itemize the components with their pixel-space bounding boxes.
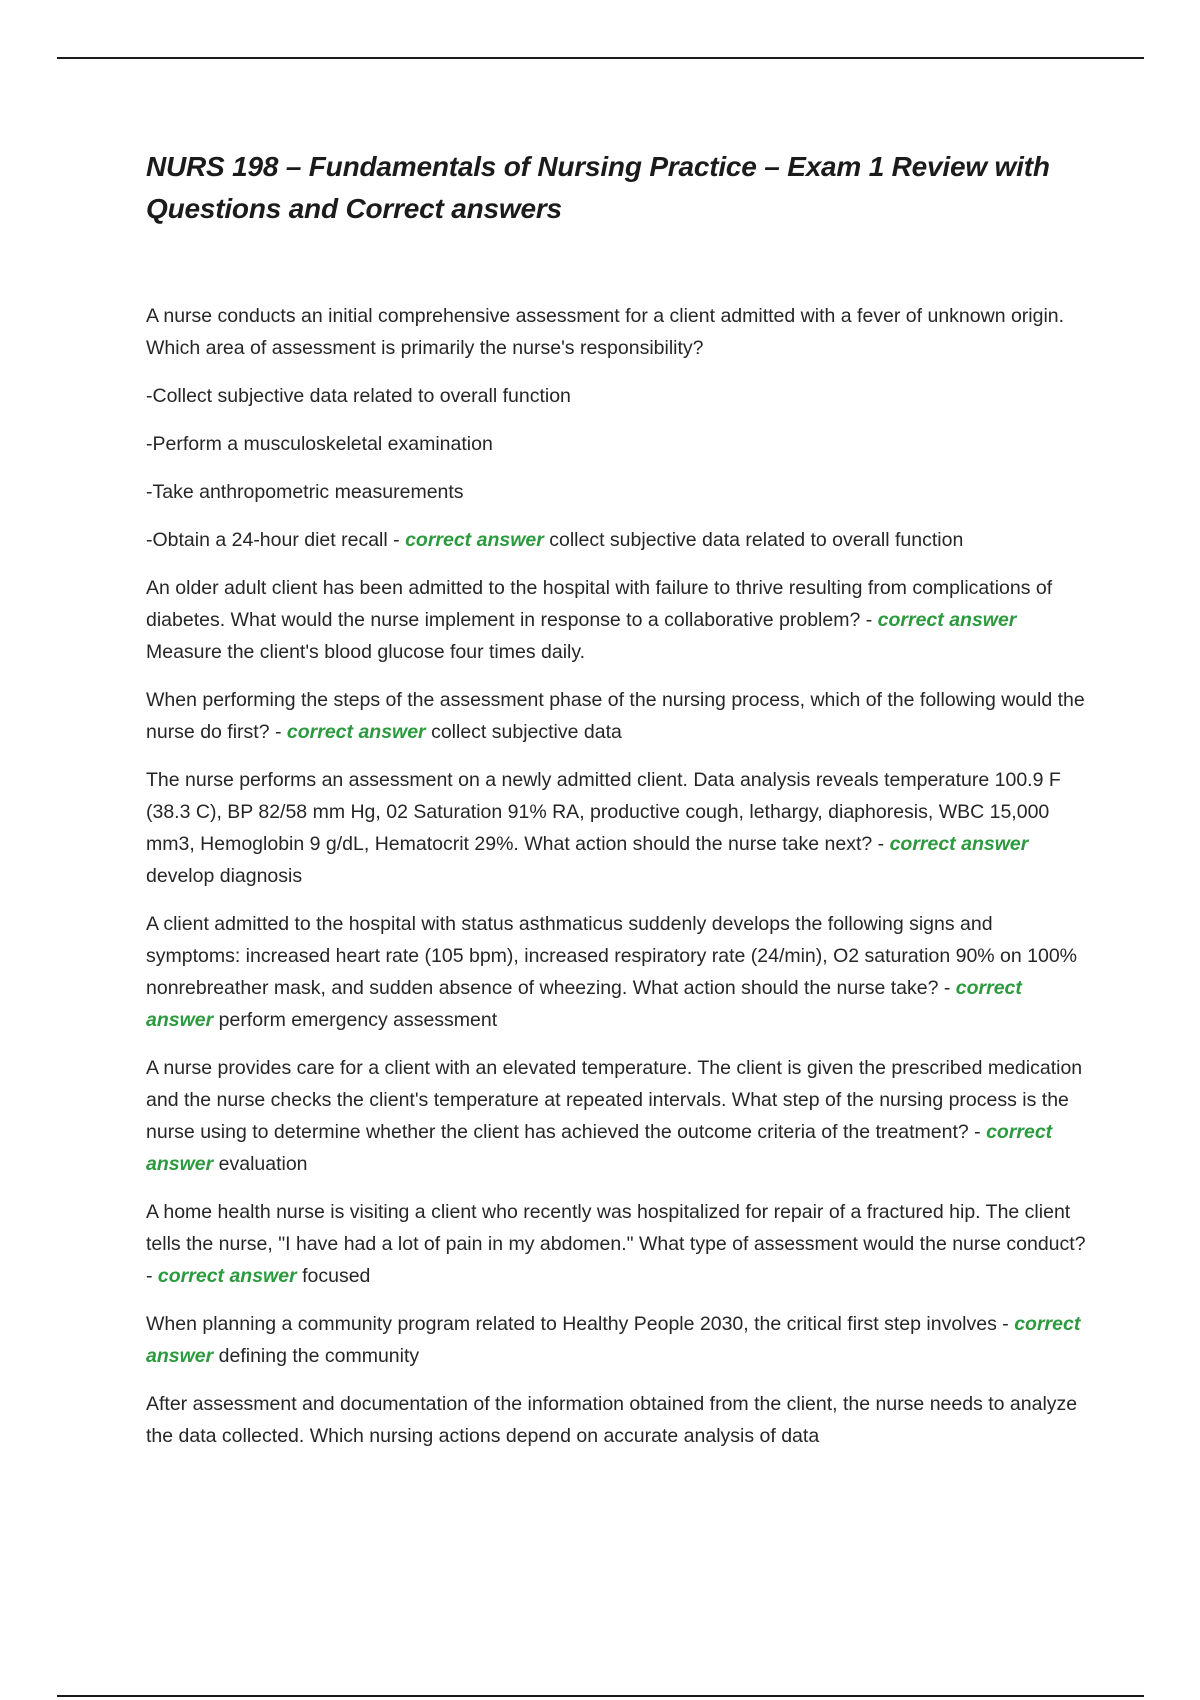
question-7-answer: focused [302,1265,371,1287]
question-1-answer: collect subjective data related to overall function [549,529,964,551]
question-1-option-4-with-answer: -Obtain a 24-hour diet recall - correct answer collect subjective data related to overall function [146,529,964,551]
question-8-answer: defining the community [218,1345,420,1367]
correct-answer-label: correct answer [877,609,1017,631]
question-8: When planning a community program related to Healthy People 2030, the critical first step involves - correct answer defining the community [146,1313,1081,1367]
correct-answer-label: correct answer [146,1313,1081,1367]
correct-answer-label: correct answer [405,529,544,551]
question-2-answer: Measure the client's blood glucose four times daily. [146,641,586,663]
correct-answer-label: correct answer [146,1121,1053,1175]
question-6-answer: evaluation [218,1153,308,1175]
question-5-answer: perform emergency assessment [218,1009,498,1031]
question-5-text: A client admitted to the hospital with status asthmaticus suddenly develops the following signs and symptoms: increased heart rate (105 bpm), increased respiratory rate (24/min), O2 saturation 90% on 100% nonrebreather mask, and sudden absence of wheezing. What action should the nurse take? [146,913,1078,999]
question-9-text: After assessment and documentation of the information obtained from the client, the nurse needs to analyze the data collected. Which nursing actions depend on accurate analysis of data [146,1393,1078,1447]
correct-answer-label: correct answer [286,721,426,743]
question-1-option-3: -Take anthropometric measurements [146,481,464,503]
document-body [146,146,1086,1468]
question-4: The nurse performs an assessment on a newly admitted client. Data analysis reveals temperature 100.9 F (38.3 C), BP 82/58 mm Hg, 02 Saturation 91% RA, productive cough, lethargy, diaphoresis, WBC 15,000 mm3, Hemoglobin 9 g/dL, Hematocrit 29%. What action should the nurse take next? - correct answer develop diagnosis [146,769,1061,887]
correct-answer-label: correct answer [889,833,1029,855]
question-2-text: An older adult client has been admitted to the hospital with failure to thrive resulting from complications of diabetes. What would the nurse implement in response to a collaborative problem? [146,577,1053,631]
question-4-answer: develop diagnosis [146,865,303,887]
header-rule [57,57,1144,59]
question-8-text: When planning a community program related to Healthy People 2030, the critical first step involves [146,1313,997,1335]
question-1-option-1: -Collect subjective data related to overall function [146,385,571,407]
footer-rule [57,1695,1144,1697]
document-title: NURS 198 – Fundamentals of Nursing Practice – Exam 1 Review with Questions and Correct answers [146,151,1050,224]
question-2: An older adult client has been admitted to the hospital with failure to thrive resulting from complications of diabetes. What would the nurse implement in response to a collaborative problem? - correct answer Measure the client's blood glucose four times daily. [146,577,1053,663]
question-6: A nurse provides care for a client with an elevated temperature. The client is given the prescribed medication and the nurse checks the client's temperature at repeated intervals. What step of the nursing process is the nurse using to determine whether the client has achieved the outcome criteria of the treatment? - correct answer evaluation [146,1057,1083,1175]
question-7-text: A home health nurse is visiting a client who recently was hospitalized for repair of a fractured hip. The client tells the nurse, "I have had a lot of pain in my abdomen." What type of assessment would the nurse conduct? [146,1201,1086,1255]
question-3-answer: collect subjective data [431,721,622,743]
correct-answer-label: correct answer [157,1265,297,1287]
correct-answer-label: correct answer [146,977,1022,1031]
question-4-text: The nurse performs an assessment on a newly admitted client. Data analysis reveals temperature 100.9 F (38.3 C), BP 82/58 mm Hg, 02 Saturation 91% RA, productive cough, lethargy, diaphoresis, WBC 15,000 mm3, Hemoglobin 9 g/dL, Hematocrit 29%. What action should the nurse take next? [146,769,1061,855]
question-3: When performing the steps of the assessment phase of the nursing process, which of the following would the nurse do first? - correct answer collect subjective data [146,689,1085,743]
question-5: A client admitted to the hospital with status asthmaticus suddenly develops the following signs and symptoms: increased heart rate (105 bpm), increased respiratory rate (24/min), O2 saturation 90% on 100% nonrebreather mask, and sudden absence of wheezing. What action should the nurse take? - correct answer perform emergency assessment [146,913,1078,1031]
question-7: A home health nurse is visiting a client who recently was hospitalized for repair of a fractured hip. The client tells the nurse, "I have had a lot of pain in my abdomen." What type of assessment would the nurse conduct? - correct answer focused [146,1201,1086,1287]
question-1-option-2: -Perform a musculoskeletal examination [146,433,493,455]
question-1-option-4: -Obtain a 24-hour diet recall [146,529,388,551]
question-6-text: A nurse provides care for a client with an elevated temperature. The client is given the prescribed medication and the nurse checks the client's temperature at repeated intervals. What step of the nursing process is the nurse using to determine whether the client has achieved the outcome criteria of the treatment? [146,1057,1083,1143]
question-3-text: When performing the steps of the assessment phase of the nursing process, which of the following would the nurse do first? [146,689,1085,743]
question-1-text: A nurse conducts an initial comprehensive assessment for a client admitted with a fever of unknown origin. Which area of assessment is primarily the nurse's responsibility? [146,305,1065,359]
